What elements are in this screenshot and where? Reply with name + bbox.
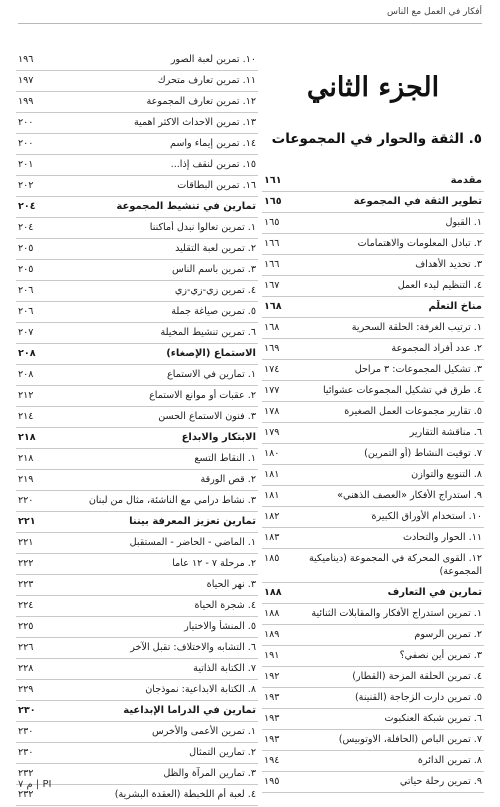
toc-entry-title: ٨. التنويع والتوازن [411,469,482,480]
toc-entry-title: ٥. تمرين دارت الزجاجة (القنينة) [354,692,482,703]
toc-entry [16,239,258,260]
toc-entry [262,667,484,688]
toc-entry-page: ٢٢٣ [18,579,34,590]
toc-entry-page: ١٨٥ [264,553,280,564]
toc-entry [262,549,484,583]
toc-entry-title: ٤. تمرين زي-زي-زي [174,285,256,296]
toc-entry-title: ٦. مناقشة التقارير [409,427,482,438]
toc-entry-page: ٢١٨ [18,432,36,443]
toc-entry [262,360,484,381]
toc-entry [16,50,258,71]
toc-entry-title: تمارين في الدراما الإبداعية [123,705,256,716]
toc-entry-page: ١٦٨ [264,301,282,312]
toc-entry [16,680,258,701]
toc-entry-page: ١٩٣ [264,713,280,724]
toc-entry-page: ٢٢٥ [18,621,34,632]
toc-entry-title: ٢. مرحلة ٧ - ١٢ عاما [172,558,256,569]
toc-entry-page: ١٦٧ [264,280,280,291]
toc-entry-title: ٢. عقبات أو موانع الاستماع [149,390,256,401]
toc-entry [16,386,258,407]
toc-entry-title: ١. تمرين الأعمى والأخرس [152,726,256,737]
toc-entry [16,323,258,344]
toc-entry-title: تمارين في تنشيط المجموعة [116,201,256,212]
toc-entry [262,709,484,730]
toc-entry-title: ٦. تمرين تنشيط المخيلة [160,327,256,338]
toc-section-heading [16,512,258,533]
toc-entry-page: ٢٠٧ [18,327,34,338]
toc-entry-title: ٧. الكتابة الذاتية [193,663,256,674]
toc-entry-page: ٢٠٤ [18,201,36,212]
toc-entry-page: ١٦٥ [264,217,280,228]
toc-entry-page: ٢٠١ [18,159,34,170]
page-footer: م ٧ | PI [18,779,52,790]
toc-section-heading [16,197,258,218]
toc-entry-title: ١٦. تمرين البطاقات [177,180,256,191]
toc-entry [16,92,258,113]
toc-entry-title: ٤. تمرين الحلقة المزحة (القطار) [352,671,482,682]
toc-entry-page: ٢١٢ [18,390,34,401]
toc-entry-title: ١٥. تمرين لنقف إذا... [170,159,256,170]
toc-entry-title: ٢. تبادل المعلومات والاهتمامات [357,238,482,249]
toc-right-column [262,50,484,793]
toc-entry-title: ٩. تمرين رحلة حياتي [399,776,482,787]
part-title: الجزء الثاني [306,72,440,103]
toc-entry-page: ٢٢٤ [18,600,34,611]
toc-entry [262,625,484,646]
toc-entry [262,730,484,751]
toc-entry [262,255,484,276]
toc-entry-page: ٢٠٨ [18,369,34,380]
toc-entry-title: ٣. فنون الاستماع الحسن [158,411,256,422]
toc-entry [16,407,258,428]
toc-entry [262,423,484,444]
toc-entry-title: ١٠. تمرين لعبة الصور [170,54,256,65]
toc-entry-page: ٢٣٠ [18,705,36,716]
toc-entry-page: ٢٠٠ [18,138,34,149]
toc-entry-title: ٣. نشاط درامي مع الناشئة، مثال من لبنان [88,495,256,506]
toc-entry-page: ٢٢٢ [18,558,34,569]
toc-entry-title: ٣. نهر الحياة [206,579,256,590]
toc-entry-title: الابتكار والابداع [181,432,256,443]
toc-entry-page: ١٦١ [264,175,282,186]
toc-entry [16,176,258,197]
toc-entry [16,596,258,617]
toc-entry [16,365,258,386]
toc-entry-page: ١٩٣ [264,692,280,703]
toc-entry-title: ٣. تشكيل المجموعات: ٣ مراحل [354,364,482,375]
toc-entry-page: ٢٠٦ [18,306,34,317]
toc-entry-page: ٢٠٨ [18,348,36,359]
toc-entry-page: ١٩١ [264,650,280,661]
toc-entry-page: ١٦٦ [264,259,280,270]
toc-entry-page: ١٧٧ [264,385,280,396]
toc-entry [16,764,258,785]
toc-entry-page: ١٩٧ [18,75,34,86]
toc-entry [262,486,484,507]
toc-entry-page: ١٨٨ [264,587,282,598]
toc-section-heading [262,171,484,192]
toc-entry-page: ١٨٠ [264,448,280,459]
toc-entry-page: ٢٣٠ [18,726,34,737]
toc-entry-page: ١٨١ [264,490,280,501]
toc-entry [262,688,484,709]
toc-entry-title: ٨. تمرين الدائرة [417,755,482,766]
toc-entry-page: ١٦٦ [264,238,280,249]
toc-entry-title: ١. تمرين استدراج الأفكار والمقابلات الثنائية [311,608,482,619]
toc-entry-page: ٢٢١ [18,516,36,527]
toc-entry-page: ١٩٢ [264,671,280,682]
toc-entry-page: ٢٢٦ [18,642,34,653]
toc-entry-page: ١٨١ [264,469,280,480]
toc-entry [262,381,484,402]
toc-entry-page: ٢٢١ [18,537,34,548]
toc-entry-title: ٥. تمرين صياغة جملة [171,306,256,317]
toc-entry-title: الاستماع (الإصغاء) [166,348,256,359]
toc-entry [262,772,484,793]
toc-right-list [262,171,484,793]
chapter-title: ٥. الثقة والحوار في المجموعات [271,131,482,147]
toc-entry [262,234,484,255]
toc-entry-title: ٣. تمارين المرآة والظل [163,768,256,779]
toc-entry [16,575,258,596]
toc-entry-title: ١٢. تمرين تعارف المجموعة [146,96,256,107]
toc-entry-page: ٢٠٥ [18,243,34,254]
toc-entry-title: ١١. تمرين تعارف متحرك [157,75,256,86]
toc-entry-page: ٢٢٨ [18,663,34,674]
header-rule [18,23,482,24]
toc-left-list [16,50,258,806]
toc-entry-title: ٨. الكتابة الابداعية: نموذجان [145,684,256,695]
toc-entry-page: ١٨٣ [264,532,280,543]
toc-section-heading [16,428,258,449]
toc-entry-page: ٢٠٠ [18,117,34,128]
toc-entry [16,743,258,764]
toc-entry [262,646,484,667]
toc-entry-page: ١٩٦ [18,54,34,65]
toc-entry [262,402,484,423]
toc-entry-page: ١٧٤ [264,364,280,375]
toc-entry-page: ٢٠٢ [18,180,34,191]
toc-entry [262,213,484,234]
toc-entry [16,134,258,155]
toc-entry-page: ٢٣٢ [18,789,34,800]
toc-entry [16,638,258,659]
toc-entry [262,604,484,625]
toc-section-heading [16,701,258,722]
toc-entry [16,533,258,554]
toc-entry [16,302,258,323]
toc-section-heading [16,344,258,365]
toc-entry-title: ١١. الحوار والتحادث [402,532,482,543]
toc-entry [262,507,484,528]
toc-entry [16,617,258,638]
toc-entry-title: ٥. المنشأ والاختيار [184,621,256,632]
toc-entry-page: ١٨٢ [264,511,280,522]
toc-entry-title: ١٤. تمرين إيماء واسم [169,138,256,149]
toc-entry-page: ١٦٥ [264,196,282,207]
toc-entry [262,751,484,772]
toc-entry [16,113,258,134]
toc-entry-page: ١٩٥ [264,776,280,787]
toc-entry [16,491,258,512]
toc-entry-title: مقدمة [450,175,482,186]
toc-entry-page: ٢١٤ [18,411,34,422]
toc-entry-page: ٢١٩ [18,474,34,485]
toc-entry-title: ٧. تمرين الباص (الحافلة، الاوتوبيس) [338,734,482,745]
toc-entry-title: ١٢. القوى المحركة في المجموعة (ديناميكية المجموعة) [308,553,482,577]
toc-entry-title: ٢. تمارين التمثال [189,747,256,758]
running-header: أفكار في العمل مع الناس [386,7,482,17]
toc-entry [262,318,484,339]
toc-entry-title: ١. القبول [445,217,482,228]
toc-entry-title: مناخ التعلّم [428,301,482,312]
toc-entry [262,444,484,465]
toc-entry-title: ١. الماضي - الحاضر - المستقبل [129,537,256,548]
toc-entry [262,465,484,486]
toc-entry-page: ١٦٨ [264,322,280,333]
toc-entry-title: ٦. تمرين شبكة العنكبوت [384,713,482,724]
toc-entry-title: تطوير الثقة في المجموعة [353,196,482,207]
toc-section-heading [262,583,484,604]
toc-entry [262,528,484,549]
toc-entry [16,722,258,743]
toc-entry [16,71,258,92]
toc-entry [16,218,258,239]
toc-entry-title: ١. النقاط التسع [194,453,256,464]
toc-entry-title: ٣. تمرين أين نصفي؟ [399,650,482,661]
toc-entry-page: ٢٣٠ [18,747,34,758]
toc-entry-page: ١٩٣ [264,734,280,745]
toc-entry-page: ١٧٨ [264,406,280,417]
toc-entry-title: ٤. لعبة أم اللخبطة (العقدة البشرية) [114,789,256,800]
toc-entry-title: ٥. تقارير مجموعات العمل الصغيرة [344,406,482,417]
toc-entry-title: ٣. تمرين باسم الناس [172,264,256,275]
toc-entry [16,554,258,575]
toc-entry-page: ٢٢٩ [18,684,34,695]
toc-entry-page: ١٩٤ [264,755,280,766]
toc-entry [262,339,484,360]
toc-entry-title: ٧. توقيت النشاط (أو التمرين) [364,448,482,459]
toc-section-heading [262,192,484,213]
toc-entry-page: ٢٠٦ [18,285,34,296]
toc-entry-page: ١٧٩ [264,427,280,438]
toc-entry-page: ٢٢٠ [18,495,34,506]
toc-entry-title: ١. تمرين تعالوا نبدل أماكننا [149,222,256,233]
toc-entry-page: ١٦٩ [264,343,280,354]
toc-entry [16,260,258,281]
toc-entry-title: ٢. تمرين الرسوم [414,629,482,640]
toc-entry-page: ١٨٨ [264,608,280,619]
toc-entry [16,659,258,680]
toc-entry-page: ٢١٨ [18,453,34,464]
toc-entry-page: ٢٠٤ [18,222,34,233]
toc-entry-title: ٤. طرق في تشكيل المجموعات عشوائيا [323,385,482,396]
toc-entry-title: ١. تمارين في الاستماع [167,369,256,380]
toc-entry [16,281,258,302]
toc-entry-title: ٢. تمرين لعبة التقليد [175,243,256,254]
toc-entry [16,470,258,491]
toc-entry-title: ٢. قص الورقة [200,474,256,485]
toc-entry-title: ٦. التشابه والاختلاف: تقبل الآخر [130,642,256,653]
toc-section-heading [262,297,484,318]
toc-entry-page: ١٩٩ [18,96,34,107]
toc-entry [262,276,484,297]
toc-entry-title: ٩. استدراج الأفكار «العصف الذهني» [337,490,482,501]
toc-entry-page: ٢٣٢ [18,768,34,779]
toc-left-column [16,50,258,806]
toc-entry-page: ١٨٩ [264,629,280,640]
toc-entry-title: ١. ترتيب الغرفة: الحلقة السحرية [351,322,482,333]
toc-entry-page: ٢٠٥ [18,264,34,275]
toc-entry-title: تمارين في التعارف [387,587,482,598]
toc-entry-title: ٤. التنظيم لبدء العمل [397,280,482,291]
toc-entry-title: ٢. عدد أفراد المجموعة [391,343,482,354]
toc-entry-title: ٣. تحديد الأهداف [415,259,482,270]
toc-entry-title: ١٣. تمرين الاحداث الاكثر اهمية [133,117,256,128]
toc-entry [16,785,258,806]
toc-entry-title: ١٠. استخدام الأوراق الكبيرة [371,511,482,522]
toc-entry [16,155,258,176]
toc-entry [16,449,258,470]
toc-entry-title: ٤. شجرة الحياة [194,600,256,611]
toc-entry-title: تمارين تعزيز المعرفة بيننا [129,516,256,527]
